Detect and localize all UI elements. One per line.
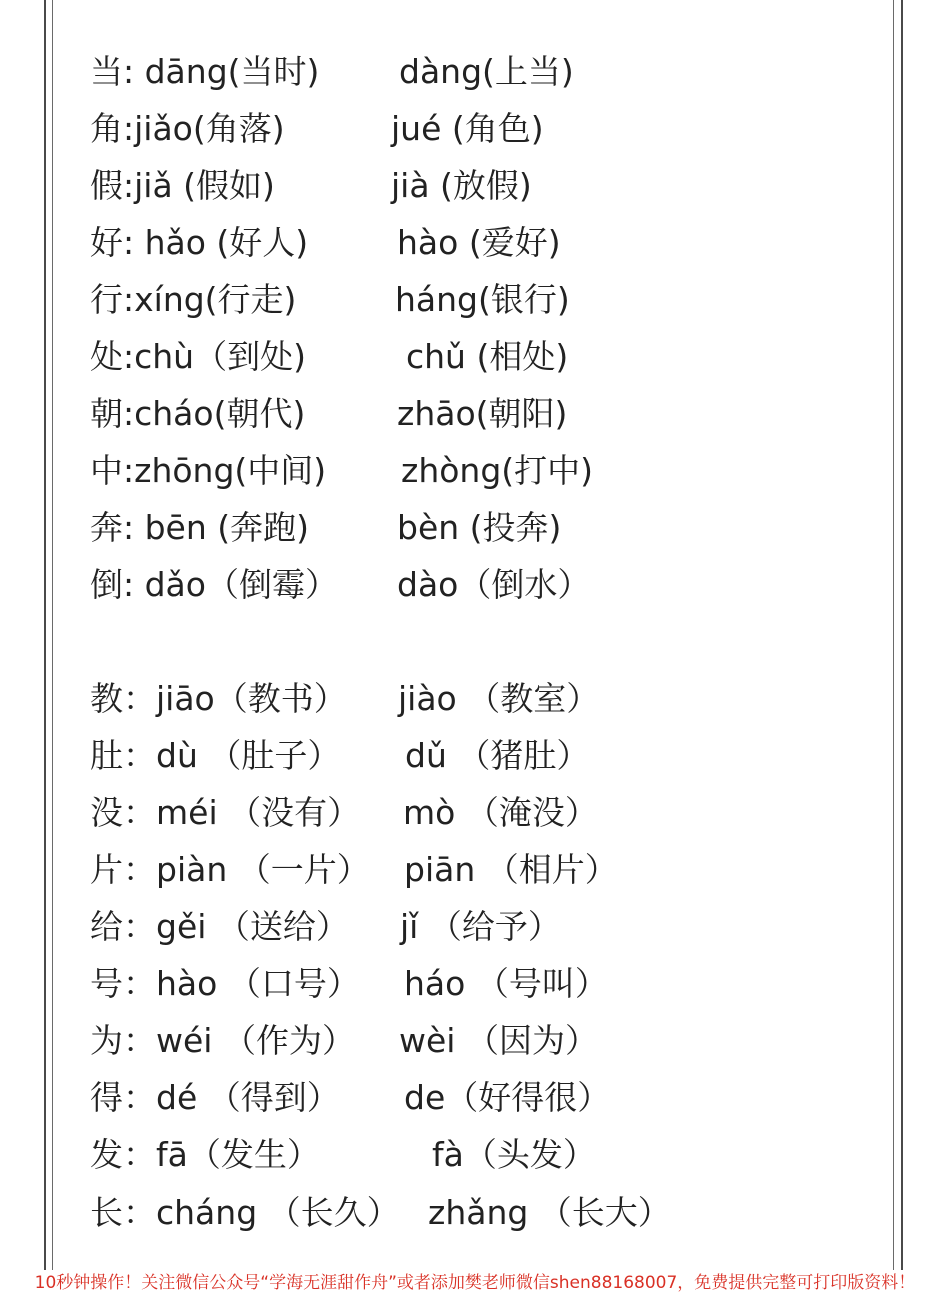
- entry-right: jué (角色): [391, 109, 544, 148]
- entry-left: 奔: bēn (奔跑): [90, 508, 310, 547]
- entry-left: 倒: dǎo（倒霉）: [90, 565, 338, 604]
- entry-right: dàng(上当): [399, 52, 574, 91]
- entry-right: dào（倒水）: [397, 565, 591, 604]
- entry-left: 给：gěi （送给）: [90, 907, 349, 946]
- entry-left: 没：méi （没有）: [90, 793, 361, 832]
- entry-right: wèi （因为）: [399, 1021, 598, 1060]
- entry-right: háng(银行): [395, 280, 570, 319]
- entry-right: jǐ （给予）: [400, 907, 561, 946]
- entry-right: dǔ （猪肚）: [405, 736, 590, 775]
- entry-right: mò （淹没）: [403, 793, 598, 832]
- entry-left: 好: hǎo (好人): [90, 223, 309, 262]
- entry-left: 肚：dù （肚子）: [90, 736, 341, 775]
- entry-left: 发：fā（发生）: [90, 1135, 320, 1174]
- entry-right: zhǎng （长大）: [428, 1193, 671, 1232]
- entry-right: zhāo(朝阳): [397, 394, 568, 433]
- entry-right: piān （相片）: [404, 850, 618, 889]
- page-border-right-inner: [893, 0, 894, 1296]
- entry-left: 号：hào （口号）: [90, 964, 360, 1003]
- page-border-left-inner: [52, 0, 53, 1296]
- entry-right: háo （号叫）: [404, 964, 608, 1003]
- entry-right: chǔ (相处): [406, 337, 569, 376]
- entry-right: zhòng(打中): [401, 451, 594, 490]
- entry-left: 行:xíng(行走): [90, 280, 297, 319]
- entry-right: fà（头发）: [432, 1135, 596, 1174]
- page-border-left-outer: [44, 0, 46, 1296]
- entry-right: jiào （教室）: [398, 679, 600, 718]
- footer-notice: 10秒钟操作！关注微信公众号“学海无涯甜作舟”或者添加樊老师微信shen88168007，免费提供完整可打印版资料！: [0, 1270, 950, 1296]
- page-border-right-outer: [901, 0, 903, 1296]
- entry-right: hào (爱好): [397, 223, 561, 262]
- entry-left: 当: dāng(当时): [90, 52, 320, 91]
- entry-left: 长：cháng （长久）: [90, 1193, 400, 1232]
- entry-left: 片：piàn （一片）: [90, 850, 370, 889]
- entry-left: 教：jiāo（教书）: [90, 679, 347, 718]
- entry-left: 为：wéi （作为）: [90, 1021, 355, 1060]
- entry-right: bèn (投奔): [397, 508, 562, 547]
- entry-left: 中:zhōng(中间): [90, 451, 327, 490]
- entry-left: 得：dé （得到）: [90, 1078, 340, 1117]
- entry-right: de（好得很）: [404, 1078, 611, 1117]
- entry-right: jià (放假): [391, 166, 532, 205]
- entry-left: 假:jiǎ (假如): [90, 166, 275, 205]
- entry-left: 朝:cháo(朝代): [90, 394, 306, 433]
- entry-left: 处:chù（到处): [90, 337, 306, 376]
- entry-left: 角:jiǎo(角落): [90, 109, 285, 148]
